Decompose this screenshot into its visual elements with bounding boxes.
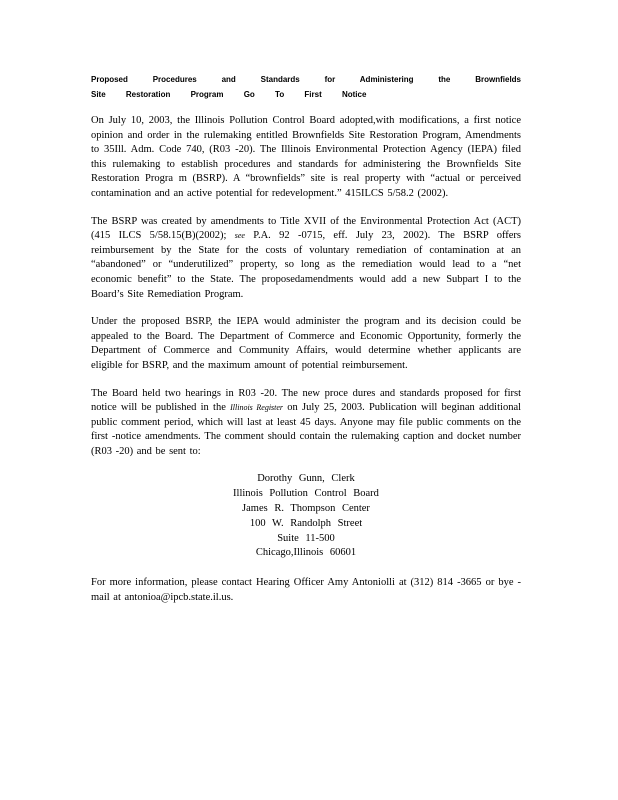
address-line-suite: Suite 11-500 [277,532,335,544]
paragraph-bsrp-text-b: P.A. 92 -0715, eff. July 23, 2002). The BSRP offers reimbursement by the State for the costs of voluntary remediation of contamination at an “abandoned” or “underutilized” property, so long as the remediation would lead to a “net economic benefit” to the State. The proposedamendments would add a new Subpart I to the Board’s Site Remediation Program. [91,230,522,300]
paragraph-bsrp-text-a: The BSRP was created by amendments to Title XVII of the Environmental Protection Act (ACT) (415 ILCS 5/58.15(B)(2002); [91,215,521,242]
mailing-address [91,472,521,561]
address-line-building: James R. Thompson Center [242,503,370,515]
paragraph-contact: For more information, please contact Hearing Officer Amy Antoniolli at (312) 814 -3665 or bye - mail at antonioa@ipcb.state.il.us. [91,577,521,603]
address-line-street: 100 W. Randolph Street [249,517,363,529]
address-line-organization: Illinois Pollution Control Board [233,488,379,500]
illinois-register-title: Illinois Register [230,403,284,413]
see-citation-signal: see [234,231,245,241]
address-line-city: Chicago,Illinois 60601 [255,547,357,559]
document-title: Proposed Procedures and Standards for Administering the Brownfields Site Restoration Program Go To First Notice [91,75,521,99]
address-line-name: Dorothy Gunn, Clerk [257,473,355,485]
paragraph-hearings-text-a: The Board held two hearings in R03 -20. The new proce dures and standards proposed for first notice will be published in the [91,387,521,414]
paragraph-hearings-text-b: on July 25, 2003. Publication will beginan additional public comment period, which will last at least 45 days. Anyone may file public comments on the first -notice amendments. The comment should contain the rulemaking caption and docket number (R03 -20) and be sent to: [91,402,522,457]
paragraph-bsrp-created [91,215,521,303]
paragraph-proposed-bsrp: Under the proposed BSRP, the IEPA would administer the program and its decision could be appealed to the Board. The Department of Commerce and Economic Opportunity, formerly the Department of Commerce and Community Affairs, would determine whether applicants are eligible for BSRP, and the maximum amount of potential reimbursement. [91,316,521,371]
paragraph-hearings [91,387,521,460]
paragraph-intro: On July 10, 2003, the Illinois Pollution Control Board adopted,with modifications, a first notice opinion and order in the rulemaking entitled Brownfields Site Restoration Program, Amendments to 35Ill. Adm. Code 740, (R03 -20). The Illinois Environmental Protection Agency (IEPA) filed this rulemaking to establish procedures and standards for administering the Brownfields Site Restoration Progra m (BSRP). A “brownfields” site is real property with “actual or perceived contamination and an active potential for redevelopment.” 415ILCS 5/58.2 (2002). [91,115,521,199]
document-page [91,72,521,618]
